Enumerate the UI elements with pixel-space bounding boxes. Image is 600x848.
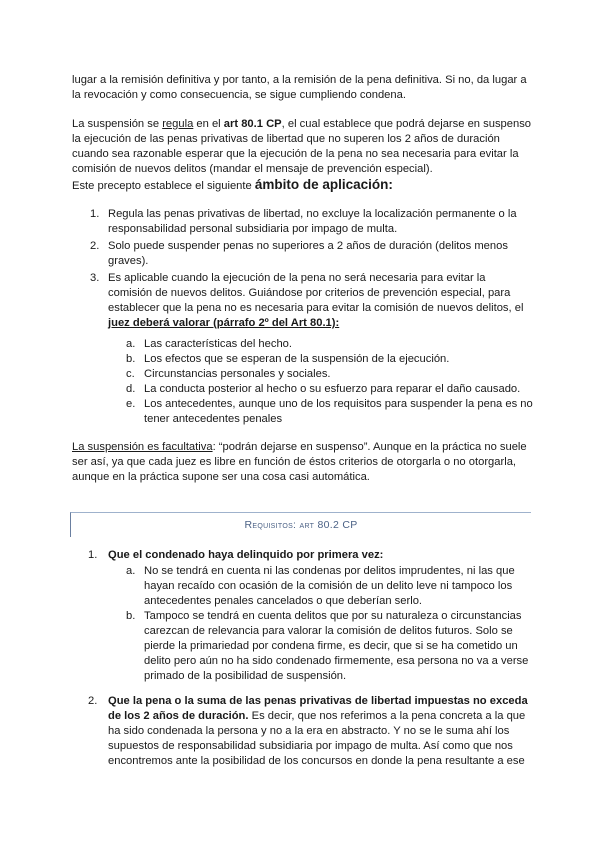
facultativa-paragraph: La suspensión es facultativa: “podrán dejarse en suspenso”. Aunque en la práctica no suele ser así, ya que cada juez es libre en función de éstos criterios de otorgarla o no otorgarla, aunque en la práctica supone ser una cosa casi automática. <box>72 441 527 483</box>
list-item: a. No se tendrá en cuenta ni las condenas por delitos imprudentes, ni las que hayan recaído con ocasión de la comisión de un delito leve ni tampoco los antecedentes penales cancelados o que deberían serlo. <box>126 565 515 607</box>
list-item: d. La conducta posterior al hecho o su esfuerzo para reparar el daño causado. <box>126 383 521 395</box>
list-item: c. Circunstancias personales y sociales. <box>126 368 331 380</box>
juez-valorar-link: juez deberá valorar (párrafo 2º del Art 80.1): <box>108 317 340 329</box>
list-item: 2. Que la pena o la suma de las penas privativas de libertad impuestas no exceda de los 2 años de duración. Es decir, que nos referimos a la pena concreta a la que ha sido condenada la persona y no a la era en abstracto. Y no se le suma ahí los supuestos de responsabilidad subsidiaria por impago de multa. Así como que nos encontremos ante la posibilidad de los concursos en donde la pena resultante a ese <box>88 695 528 767</box>
requisitos-heading: Requisitos: art 80.2 CP <box>244 519 358 531</box>
list-item: b. Tampoco se tendrá en cuenta delitos que por su naturaleza o circunstancias carezcan de relevancia para valorar la comisión de delitos futuros. Solo se pierde la primariedad por condena firme, es decir, que si se ha cometido un delito pero aún no ha sido condenado firmemente, esa persona no va a verse primado de la posibilidad de suspensión. <box>126 610 529 682</box>
requisito-2-title: Que la pena o la suma de las penas privativas de libertad impuestas no exceda de los 2 años de duración. <box>108 695 528 722</box>
intro-line-2: la revocación y como consecuencia, se sigue cumpliendo condena. <box>72 89 406 101</box>
art-80-1-reference: art 80.1 CP <box>223 118 282 130</box>
section-heading <box>70 512 531 537</box>
valorar-sublist <box>126 337 534 427</box>
requisito-1 <box>88 548 528 563</box>
list-item: 1. Regula las penas privativas de libertad, no excluye la localización permanente o la responsabilidad personal subsidiaria por impago de multa. <box>90 208 517 235</box>
requisito-1-title: 1. Que el condenado haya delinquido por primera vez: <box>88 549 384 561</box>
list-item: e. Los antecedentes, aunque uno de los requisitos para suspender la pena es no tener antecedentes penales <box>126 398 533 425</box>
ambito-list <box>90 207 528 331</box>
list-item: 3. Es aplicable cuando la ejecución de la pena no será necesaria para evitar la comisión de nuevos delitos. Guiándose por criterios de prevención especial, para establecer que la pena no es necesaria para evitar la comisión de nuevos delitos, el juez deberá valorar (párrafo 2º del Art 80.1): <box>90 272 524 329</box>
ambito-heading: ámbito de aplicación: <box>254 177 393 192</box>
suspension-paragraph: La suspensión se regula en el art 80.1 CP, el cual establece que podrá dejarse en suspenso la ejecución de las penas privativas de libertad que no superen los 2 años de duración cuando sea razonable esperar que la ejecución de la pena no sea necesaria para evitar la comisión de nuevos delitos (mandar el mensaje de prevención especial). Este precepto establece el siguiente ámbito de aplicación: <box>72 118 532 192</box>
requisito-2 <box>88 694 528 769</box>
regula-term: regula <box>162 118 194 130</box>
facultativa-term: La suspensión es facultativa <box>72 441 213 453</box>
list-item: b. Los efectos que se esperan de la suspensión de la ejecución. <box>126 353 450 365</box>
list-item: a. Las características del hecho. <box>126 338 292 350</box>
intro-paragraph <box>72 73 532 103</box>
list-item: 2. Solo puede suspender penas no superiores a 2 años de duración (delitos menos graves). <box>90 240 508 267</box>
intro-line-1: lugar a la remisión definitiva y por tanto, a la remisión de la pena definitiva. Si no, da lugar a <box>72 74 527 86</box>
requisito-1-sublist <box>126 564 529 684</box>
